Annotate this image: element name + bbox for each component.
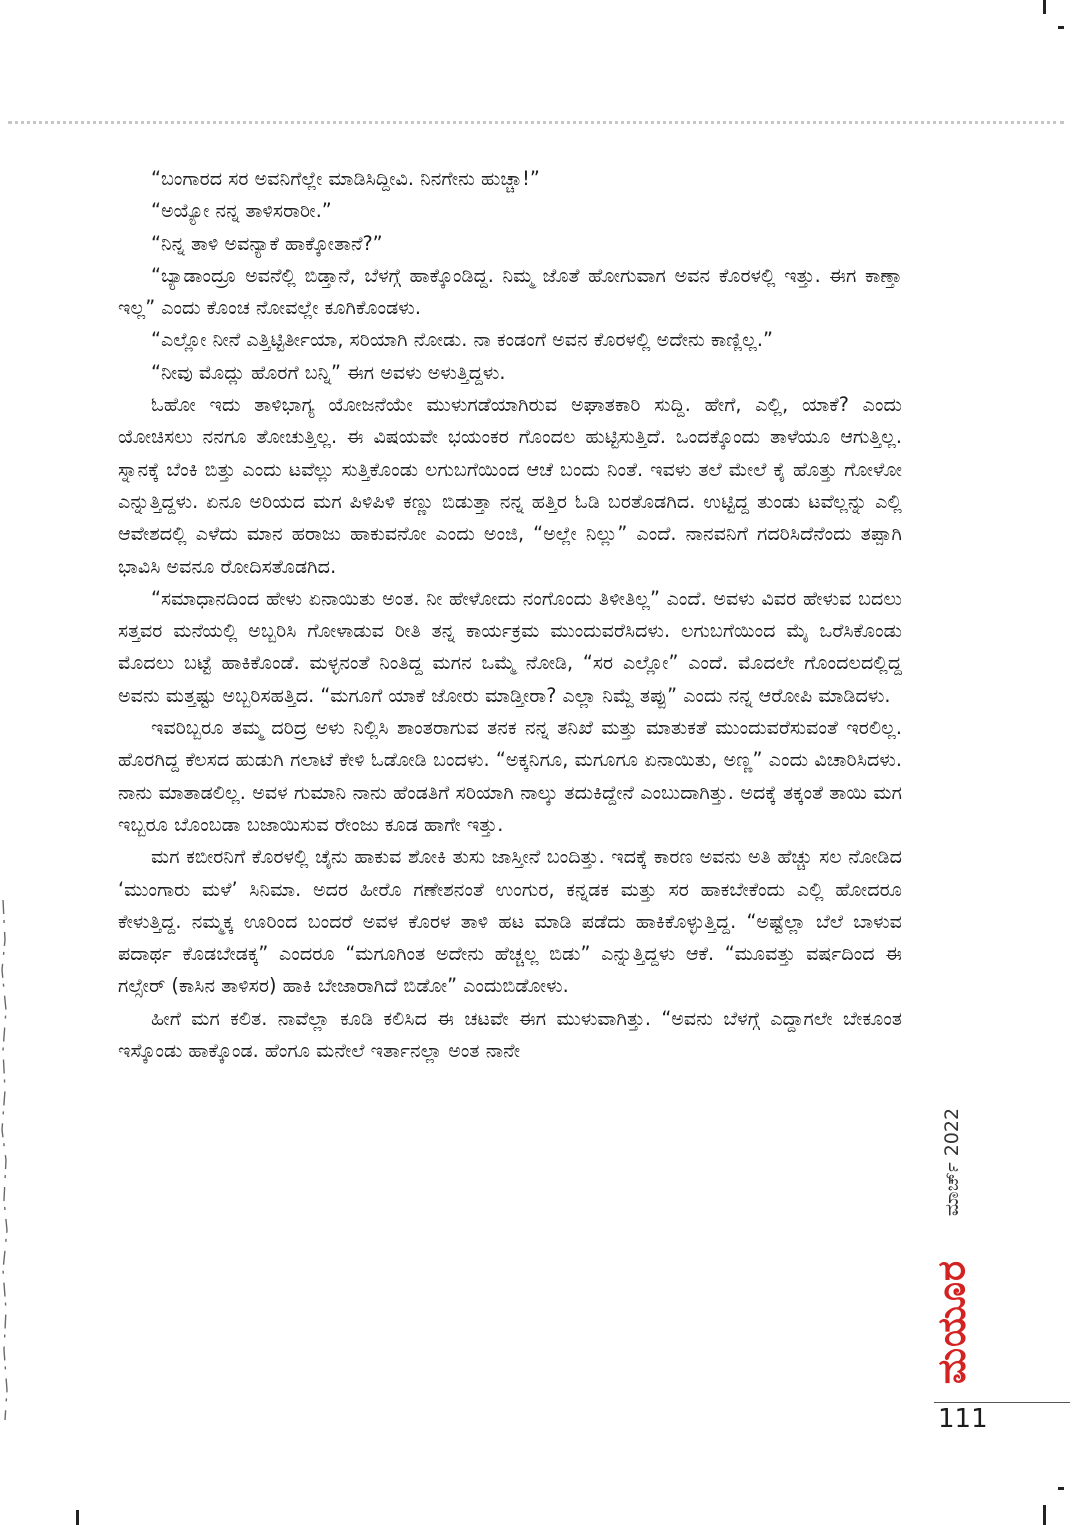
paragraph: “ಅಯ್ಯೋ ನನ್ನ ತಾಳಿಸರಾರೀ.”: [151, 199, 332, 223]
crop-mark-bottom-right-vertical: [1043, 1505, 1046, 1525]
paragraph: “ಬಂಗಾರದ ಸರ ಅವನಿಗೆಲ್ಲೇ ಮಾಡಿಸಿದ್ದೀವಿ. ನಿನಗೇನು ಹುಚ್ಚಾ!”: [151, 167, 540, 190]
paragraph: “ಸಮಾಧಾನದಿಂದ ಹೇಳು ಏನಾಯಿತು ಅಂತ. ನೀ ಹೇಳೋದು ನಂಗೊಂದು ತಿಳೀತಿಲ್ಲ” ಎಂದೆ. ಅವಳು ವಿವರ ಹೇಳುವ ಬದಲು ಸತ್ತವರ ಮನೆಯಲ್ಲಿ ಅಬ್ಬರಿಸಿ ಗೋಳಾಡುವ ರೀತಿ ತನ್ನ ಕಾರ್ಯಕ್ರಮ ಮುಂದುವರೆಸಿದಳು. ಲಗುಬಗೆಯಿಂದ ಮೈ ಒರೆಸಿಕೊಂಡು ಮೊದಲು ಬಟ್ಟೆ ಹಾಕಿಕೊಂಡೆ. ಮಳ್ಳನಂತೆ ನಿಂತಿದ್ದ ಮಗನ ಒಮ್ಮೆ ನೋಡಿ, “ಸರ ಎಲ್ಲೋ” ಎಂದೆ. ಮೊದಲೇ ಗೊಂದಲದಲ್ಲಿದ್ದ ಅವನು ಮತ್ತಷ್ಟು ಅಬ್ಬರಿಸಹತ್ತಿದ. “ಮಗೂಗೆ ಯಾಕೆ ಜೋರು ಮಾಡ್ತೀರಾ? ಎಲ್ಲಾ ನಿಮ್ದೆ ತಪ್ಪು” ಎಂದು ನನ್ನ ಆರೋಪಿ ಮಾಡಿದಳು.: [118, 586, 902, 707]
crop-mark-right-low: [1058, 1487, 1064, 1490]
page-number-rule: [934, 1402, 1070, 1403]
crop-mark-right-mid: [1058, 26, 1064, 29]
paragraph: ಮಗ ಕಬೀರನಿಗೆ ಕೊರಳಲ್ಲಿ ಚೈನು ಹಾಕುವ ಶೋಕಿ ತುಸು ಜಾಸ್ತೀನೆ ಬಂದಿತ್ತು. ಇದಕ್ಕೆ ಕಾರಣ ಅವನು ಅತಿ ಹೆಚ್ಚು ಸಲ ನೋಡಿದ ‘ಮುಂಗಾರು ಮಳೆ’ ಸಿನಿಮಾ. ಅದರ ಹೀರೊ ಗಣೇಶನಂತೆ ಉಂಗುರ, ಕನ್ನಡಕ ಮತ್ತು ಸರ ಹಾಕಬೇಕೆಂದು ಎಲ್ಲಿ ಹೋದರೂ ಕೇಳುತ್ತಿದ್ದ. ನಮ್ಮಕ್ಕ ಊರಿಂದ ಬಂದರೆ ಅವಳ ಕೊರಳ ತಾಳಿ ಹಟ ಮಾಡಿ ಪಡೆದು ಹಾಕಿಕೊಳ್ಳುತ್ತಿದ್ದ. “ಅಷ್ಟೆಲ್ಲಾ ಬೆಲೆ ಬಾಳುವ ಪದಾರ್ಥ ಕೊಡಬೇಡಕ್ಕ” ಎಂದರೂ “ಮಗೂಗಿಂತ ಅದೇನು ಹೆಚ್ಚಲ್ಲ ಬಿಡು” ಎನ್ನುತ್ತಿದ್ದಳು ಆಕೆ. “ಮೂವತ್ತು ವರ್ಷದಿಂದ ಈ ಗಲ್ಸೇರ್ (ಕಾಸಿನ ತಾಳಿಸರ) ಹಾಕಿ ಬೇಜಾರಾಗಿದೆ ಬಿಡೋ” ಎಂದುಬಿಡೋಳು.: [118, 845, 902, 998]
paragraph: “ಬ್ಯಾಡಾಂದ್ರೂ ಅವನೆಲ್ಲಿ ಬಿಡ್ತಾನೆ, ಬೆಳಗ್ಗೆ ಹಾಕ್ಕೊಂಡಿದ್ದ. ನಿಮ್ಮ ಜೊತೆ ಹೋಗುವಾಗ ಅವನ ಕೊರಳಲ್ಲಿ ಇತ್ತು. ಈಗ ಕಾಣ್ತಾ ಇಲ್ಲ” ಎಂದು ಕೊಂಚ ನೋವಲ್ಲೇ ಕೂಗಿಕೊಂಡಳು.: [118, 263, 902, 320]
page-number: 111: [938, 1404, 988, 1434]
crop-mark-top-right: [1043, 0, 1046, 14]
story-body: [118, 163, 902, 1067]
paragraph: ಇವರಿಬ್ಬರೂ ತಮ್ಮ ದರಿದ್ರ ಅಳು ನಿಲ್ಲಿಸಿ ಶಾಂತರಾಗುವ ತನಕ ನನ್ನ ತನಿಖೆ ಮತ್ತು ಮಾತುಕತೆ ಮುಂದುವರೆಸುವಂತೆ ಇರಲಿಲ್ಲ. ಹೊರಗಿದ್ದ ಕೆಲಸದ ಹುಡುಗಿ ಗಲಾಟೆ ಕೇಳಿ ಓಡೋಡಿ ಬಂದಳು. “ಅಕ್ಕನಿಗೂ, ಮಗೂಗೂ ಏನಾಯಿತು, ಅಣ್ಣ” ಎಂದು ವಿಚಾರಿಸಿದಳು. ನಾನು ಮಾತಾಡಲಿಲ್ಲ. ಅವಳ ಗುಮಾನಿ ನಾನು ಹೆಂಡತಿಗೆ ಸರಿಯಾಗಿ ನಾಲ್ಕು ತದುಕಿದ್ದೇನೆ ಎಂಬುದಾಗಿತ್ತು. ಅದಕ್ಕೆ ತಕ್ಕಂತೆ ತಾಯಿ ಮಗ ಇಬ್ಬರೂ ಬೊಂಬಡಾ ಬಜಾಯಿಸುವ ರೇಂಜು ಕೂಡ ಹಾಗೇ ಇತ್ತು.: [118, 716, 902, 836]
magazine-logo: ಮಯೂರ: [929, 1259, 974, 1385]
paragraph: “ಎಲ್ಲೋ ನೀನೆ ಎತ್ತಿಟ್ಟಿರ್ತೀಯಾ, ಸರಿಯಾಗಿ ನೋಡು. ನಾ ಕಂಡಂಗೆ ಅವನ ಕೊರಳಲ್ಲಿ ಅದೇನು ಕಾಣ್ಲಿಲ್ಲ.”: [151, 328, 773, 352]
paragraph: ಹೀಗೆ ಮಗ ಕಲಿತ. ನಾವೆಲ್ಲಾ ಕೂಡಿ ಕಲಿಸಿದ ಈ ಚಟವೇ ಈಗ ಮುಳುವಾಗಿತ್ತು. “ಅವನು ಬೆಳಗ್ಗೆ ಎದ್ದಾಗಲೇ ಬೇಕೂಂತ ಇಸ್ಕೊಂಡು ಹಾಕ್ಕೊಂಡ. ಹೆಂಗೂ ಮನೇಲೆ ಇರ್ತಾನಲ್ಲಾ ಅಂತ ನಾನೇ: [118, 1006, 902, 1063]
paragraph: “ನಿನ್ನ ತಾಳಿ ಅವನ್ಯಾಕೆ ಹಾಕ್ಕೋತಾನೆ?”: [151, 231, 383, 255]
header-dotted-rule: [8, 121, 1064, 124]
crop-mark-bottom-left: [76, 1510, 79, 1525]
scan-binding-edge: [0, 900, 14, 1420]
issue-date: ಮಾರ್ಚ್ 2022: [941, 1107, 963, 1217]
paragraph: ಓಹೋ ಇದು ತಾಳಿಭಾಗ್ಯ ಯೋಜನೆಯೇ ಮುಳುಗಡೆಯಾಗಿರುವ ಅಘಾತಕಾರಿ ಸುದ್ದಿ. ಹೇಗೆ, ಎಲ್ಲಿ, ಯಾಕೆ? ಎಂದು ಯೋಚಿಸಲು ನನಗೂ ತೋಚುತ್ತಿಲ್ಲ. ಈ ವಿಷಯವೇ ಭಯಂಕರ ಗೊಂದಲ ಹುಟ್ಟಿಸುತ್ತಿದೆ. ಒಂದಕ್ಕೊಂದು ತಾಳೆಯೂ ಆಗುತ್ತಿಲ್ಲ. ಸ್ನಾನಕ್ಕೆ ಬೆಂಕಿ ಬಿತ್ತು ಎಂದು ಟವೆಲ್ಲು ಸುತ್ತಿಕೊಂಡು ಲಗುಬಗೆಯಿಂದ ಆಚೆ ಬಂದು ನಿಂತೆ. ಇವಳು ತಲೆ ಮೇಲೆ ಕೈ ಹೊತ್ತು ಗೋಳೋ ಎನ್ನುತ್ತಿದ್ದಳು. ಏನೂ ಅರಿಯದ ಮಗ ಪಿಳಿಪಿಳಿ ಕಣ್ಣು ಬಿಡುತ್ತಾ ನನ್ನ ಹತ್ತಿರ ಓಡಿ ಬರತೊಡಗಿದ. ಉಟ್ಟಿದ್ದ ತುಂಡು ಟವೆಲ್ಲನ್ನು ಎಲ್ಲಿ ಆವೇಶದಲ್ಲಿ ಎಳೆದು ಮಾನ ಹರಾಜು ಹಾಕುವನೋ ಎಂದು ಅಂಜಿ, “ಅಲ್ಲೇ ನಿಲ್ಲು” ಎಂದೆ. ನಾನವನಿಗೆ ಗದರಿಸಿದೆನೆಂದು ತಪ್ಪಾಗಿ ಭಾವಿಸಿ ಅವನೂ ರೋದಿಸತೊಡಗಿದ.: [118, 393, 902, 578]
paragraph: “ನೀವು ಮೊದ್ಲು ಹೊರಗೆ ಬನ್ನಿ” ಈಗ ಅವಳು ಅಳುತ್ತಿದ್ದಳು.: [151, 360, 506, 384]
